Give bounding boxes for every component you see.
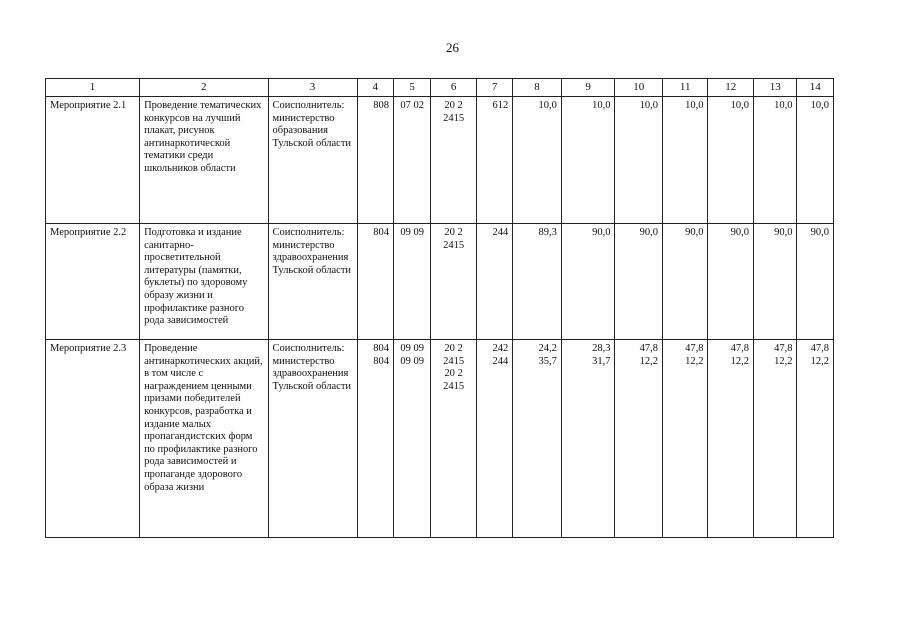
column-header: 14 [797,79,834,97]
cell-value: 24,2 [538,343,557,354]
measure-cell: Мероприятие 2.1 [46,97,140,224]
cell-value: 2415 [443,355,465,367]
amount-cell [662,340,708,538]
amount-cell [615,97,663,224]
cell-value: 47,8 [685,343,704,354]
amount-cell [513,340,562,538]
cell-value: 804 [373,227,389,238]
amount-cell [513,224,562,340]
column-header: 4 [357,79,393,97]
amount-cell [662,97,708,224]
measure-cell: Мероприятие 2.2 [46,224,140,340]
column-header: 12 [708,79,754,97]
amount-cell [662,224,708,340]
amount-cell [561,340,615,538]
ministry-code-cell [357,97,393,224]
cell-value: 12,2 [730,355,749,367]
column-header: 11 [662,79,708,97]
cell-value: 12,2 [685,355,704,367]
column-header: 2 [140,79,268,97]
amount-cell [754,340,797,538]
table-row [46,97,834,224]
executor-cell: Соисполнитель: министерство здравоохранения Тульской области [268,340,357,538]
cell-value: 10,0 [774,100,793,111]
cell-value: 12,2 [810,355,829,367]
amount-cell [615,340,663,538]
cell-value: 2415 [443,380,465,392]
cell-value: 20 2 [444,368,463,380]
ministry-code-cell [357,224,393,340]
target-article-cell [431,224,477,340]
cell-value: 612 [492,100,509,111]
cell-value: 804 [373,343,389,354]
column-header: 13 [754,79,797,97]
section-code-cell [393,97,430,224]
cell-value: 2415 [443,239,465,251]
cell-value: 47,8 [810,343,829,354]
expense-type-cell [476,340,512,538]
column-header: 1 [46,79,140,97]
description-cell: Проведение антинаркотических акций, в том числе с награждением ценными призами победителей конкурсов, разработка и издание малых пропагандистских форм по профилактике разного рода зависимостей и пропаганде здорового образа жизни [140,340,268,538]
target-article-cell [431,97,477,224]
cell-value: 07 02 [400,100,424,111]
cell-value: 10,0 [810,100,829,111]
amount-cell [754,97,797,224]
cell-value: 10,0 [730,100,749,111]
column-header: 8 [513,79,562,97]
cell-value: 20 2 [444,100,463,111]
section-code-cell [393,224,430,340]
cell-value: 90,0 [730,227,749,238]
cell-value: 804 [373,355,389,367]
cell-value: 244 [492,227,509,238]
cell-value: 47,8 [730,343,749,354]
ministry-code-cell [357,340,393,538]
executor-cell: Соисполнитель: министерство здравоохранения Тульской области [268,224,357,340]
table-row [46,224,834,340]
amount-cell [754,224,797,340]
budget-table [45,78,834,538]
cell-value: 47,8 [774,343,793,354]
description-cell: Проведение тематических конкурсов на лучший плакат, рисунок антинаркотической тематики среди школьников области [140,97,268,224]
cell-value: 10,0 [639,100,658,111]
description-cell: Подготовка и издание санитарно-просветительной литературы (памятки, буклеты) по здоровому образу жизни и профилактике разного рода зависимостей [140,224,268,340]
cell-value: 20 2 [444,343,463,354]
amount-cell [513,97,562,224]
table-row [46,340,834,538]
cell-value: 90,0 [592,227,611,238]
amount-cell [797,340,834,538]
cell-value: 47,8 [639,343,658,354]
cell-value: 35,7 [538,355,557,367]
cell-value: 10,0 [685,100,704,111]
cell-value: 31,7 [592,355,611,367]
amount-cell [708,97,754,224]
cell-value: 244 [492,355,509,367]
amount-cell [561,224,615,340]
expense-type-cell [476,97,512,224]
cell-value: 10,0 [592,100,611,111]
amount-cell [708,224,754,340]
cell-value: 242 [492,343,509,354]
cell-value: 90,0 [774,227,793,238]
amount-cell [797,97,834,224]
column-header: 9 [561,79,615,97]
amount-cell [615,224,663,340]
amount-cell [561,97,615,224]
cell-value: 20 2 [444,227,463,238]
cell-value: 90,0 [639,227,658,238]
cell-value: 28,3 [592,343,611,354]
cell-value: 2415 [443,112,465,124]
section-code-cell [393,340,430,538]
measure-cell: Мероприятие 2.3 [46,340,140,538]
cell-value: 808 [373,100,389,111]
cell-value: 90,0 [810,227,829,238]
cell-value: 90,0 [685,227,704,238]
column-header: 3 [268,79,357,97]
target-article-cell [431,340,477,538]
column-header: 10 [615,79,663,97]
cell-value: 09 09 [400,343,424,354]
cell-value: 89,3 [538,227,557,238]
column-header: 5 [393,79,430,97]
cell-value: 12,2 [774,355,793,367]
cell-value: 09 09 [400,355,424,367]
header-row [46,79,834,97]
amount-cell [797,224,834,340]
cell-value: 12,2 [639,355,658,367]
expense-type-cell [476,224,512,340]
page-number: 26 [446,40,459,55]
column-header: 7 [476,79,512,97]
executor-cell: Соисполнитель: министерство образования Тульской области [268,97,357,224]
cell-value: 09 09 [400,227,424,238]
column-header: 6 [431,79,477,97]
amount-cell [708,340,754,538]
cell-value: 10,0 [538,100,557,111]
